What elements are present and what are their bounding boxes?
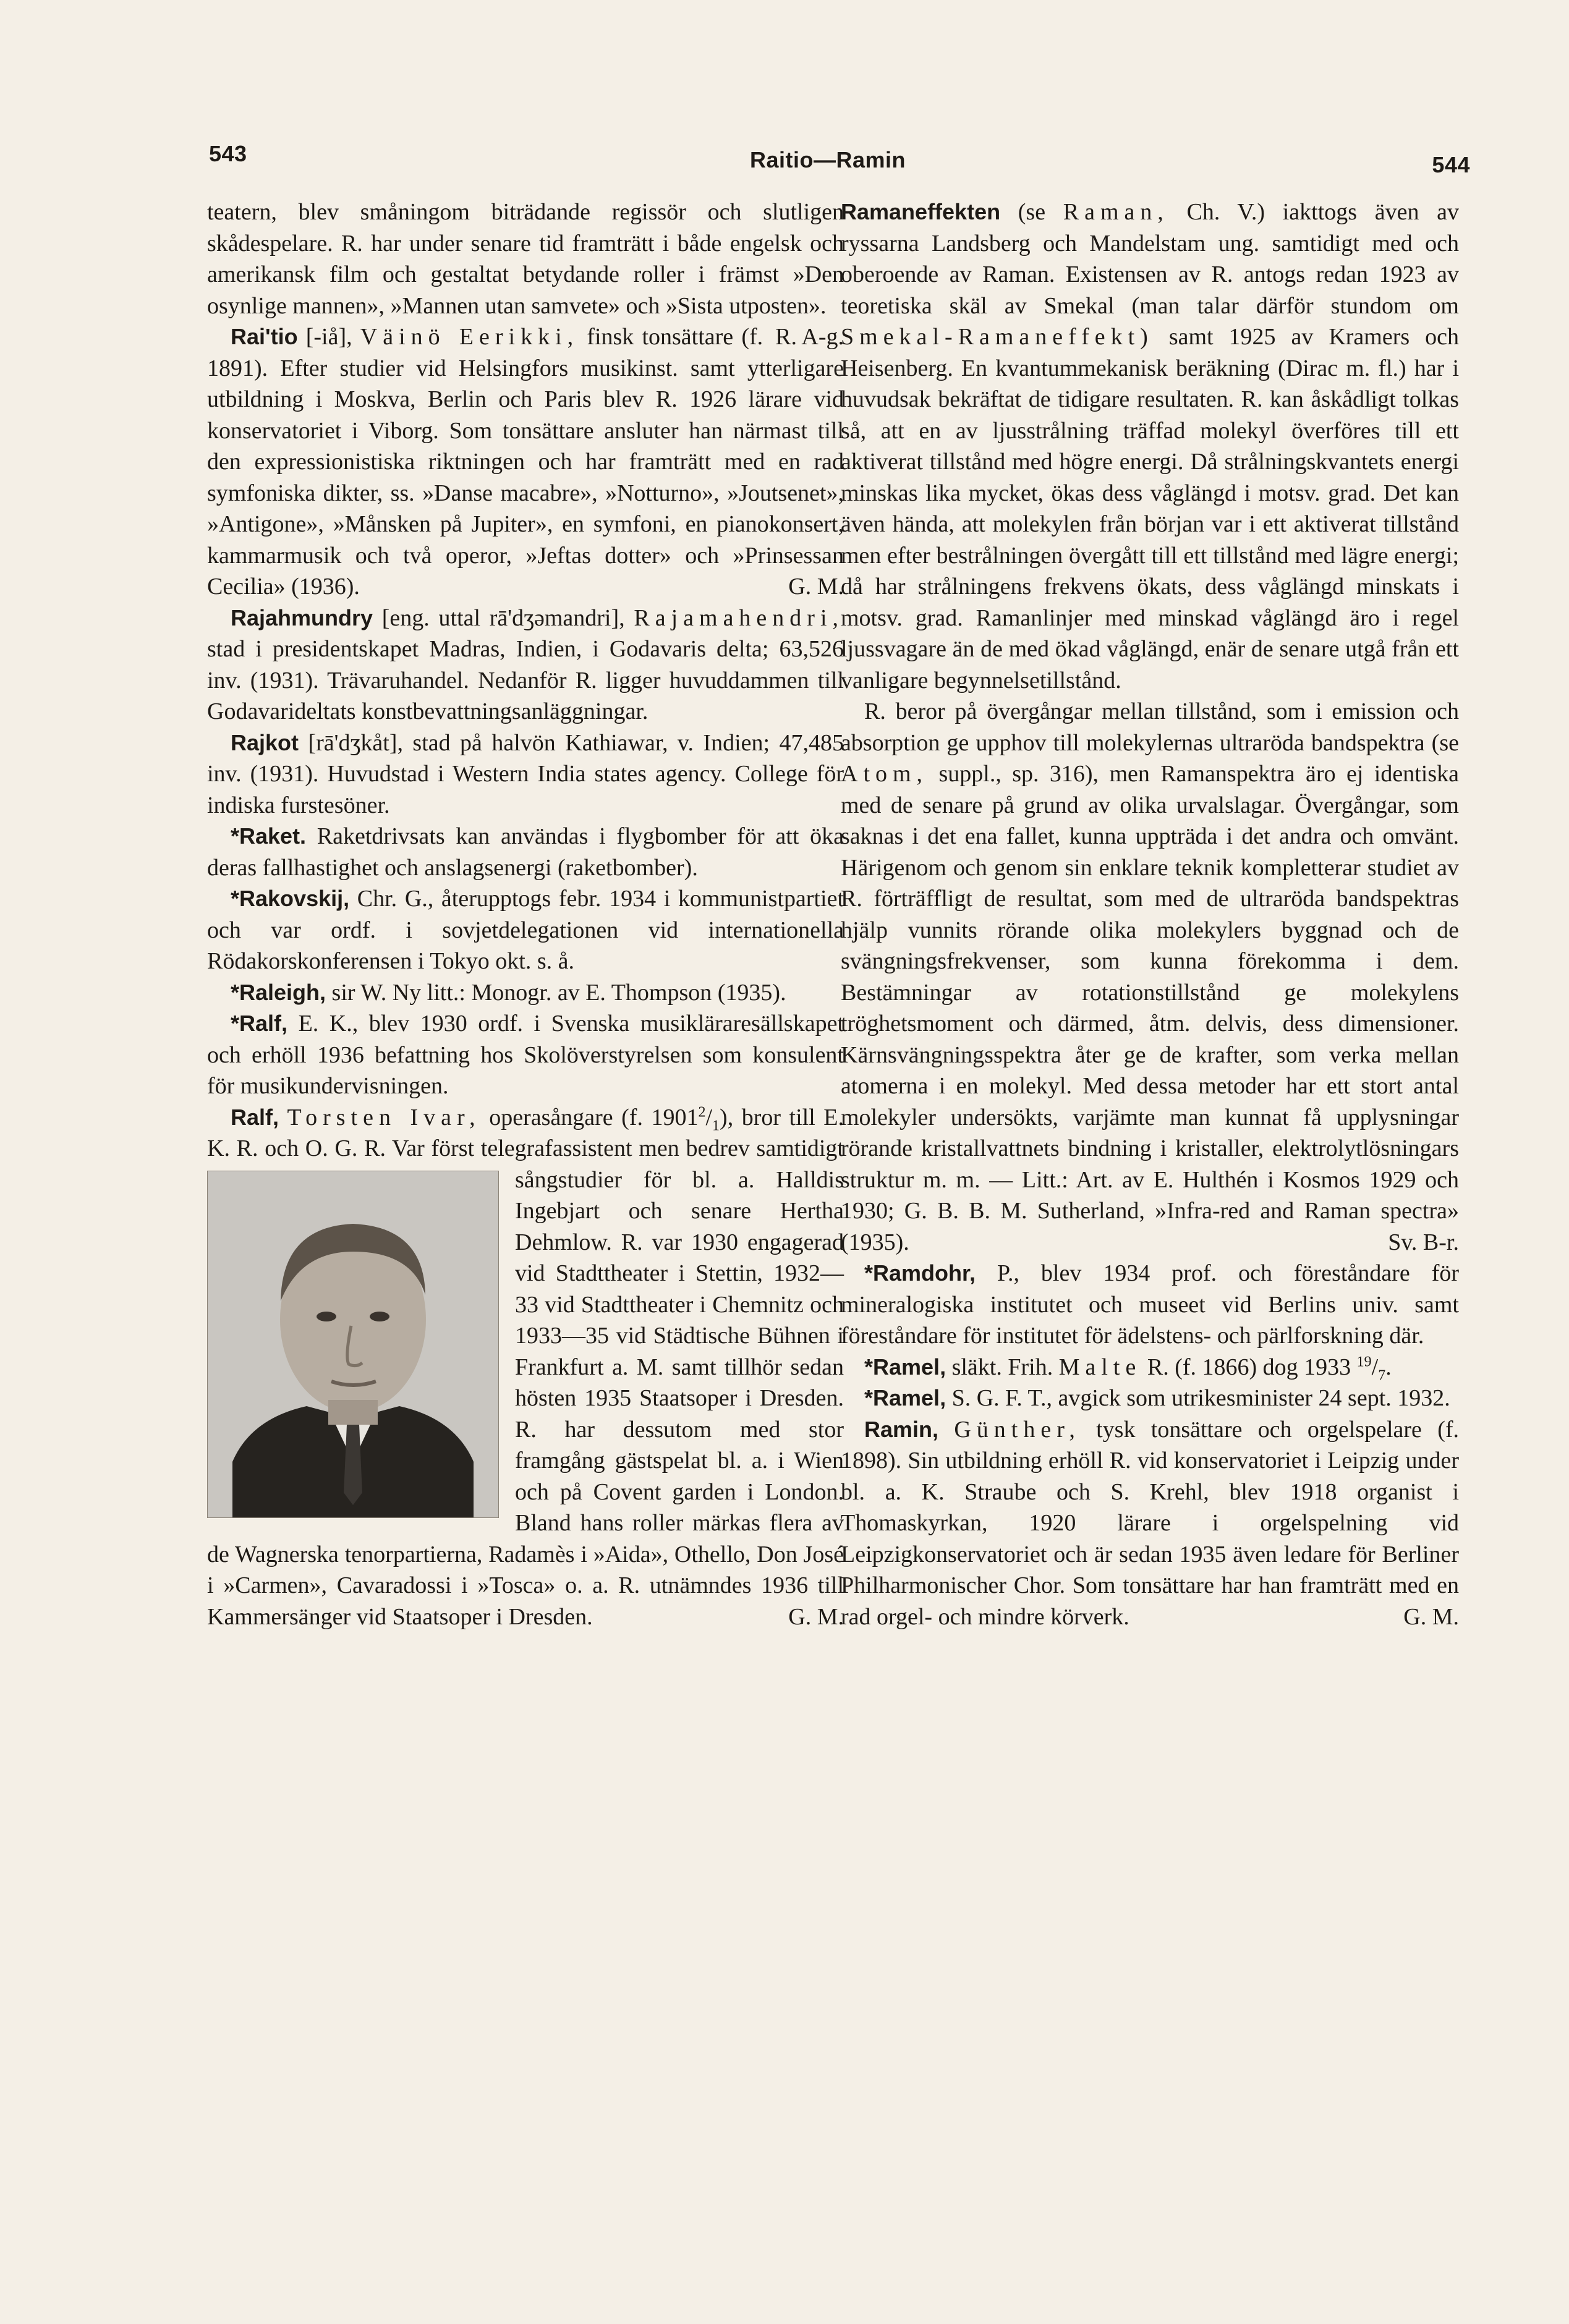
headword: *Ralf, bbox=[231, 1011, 288, 1036]
signature: G. M. bbox=[1403, 1603, 1459, 1630]
page-header bbox=[185, 141, 1470, 184]
headword: *Ramel, bbox=[864, 1385, 946, 1410]
entry-raitio: Rai'tio [-iå], Väinö Eerikki, finsk tonsättare (f. 1891). Efter studier vid Helsingfors musikinst. samt ytterligare utbildning i Moskva, Berlin och Paris blev R. 1926 lärare vid konservatoriet i Viborg. Som tonsättare ansluter han närmast till den expressionistiska riktningen och har framträtt med en rad symfoniska dikter, ss. »Danse macabre», »Notturno», »Joutsenet», »Antigone», »Månsken på Jupiter», en symfoni, en pianokonsert, kammarmusik och två operor, »Jeftas dotter» och »Prinsessan Cecilia» (1936). G. M. bbox=[207, 321, 844, 603]
entry-rajkot: Rajkot [rā'dʒkåt], stad på halvön Kathiawar, v. Indien; 47,485 inv. (1931). Huvudstad i Western India states agency. College för indiska furstesöner. bbox=[207, 729, 844, 818]
entry-continuation: teatern, blev småningom biträdande regissör och slutligen skådespelare. R. har under senare tid framträtt i både engelsk och amerikansk film och gestaltat betydande roller i främst »Den osynlige mannen», »Mannen utan samvete» och »Sista utposten». R. A-g. bbox=[207, 197, 844, 321]
headword: Ramaneffekten bbox=[841, 199, 1001, 224]
headword: Rajkot bbox=[231, 729, 299, 755]
headword: Ramin, bbox=[864, 1416, 939, 1442]
entry-ralf-ek: *Ralf, E. K., blev 1930 ordf. i Svenska musikläraresällskapet och erhöll 1936 befattning hos Skolöverstyrelsen som konsulent för musikundervisningen. bbox=[207, 1011, 844, 1099]
entry-ramel-sgft: *Ramel, S. G. F. T., avgick som utrikesminister 24 sept. 1932. bbox=[864, 1385, 1450, 1411]
headword: *Raket. bbox=[231, 823, 307, 849]
signature: Sv. B-r. bbox=[1388, 1229, 1459, 1255]
entry-rajahmundry: Rajahmundry [eng. uttal rā'dʒəmandri], Rajamahendri, stad i presidentskapet Madras, Indien, i Godavaris delta; 63,526 inv. (1931). Trävaruhandel. Nedanför R. ligger huvuddammen till Godavarideltats konstbevattningsanläggningar. bbox=[207, 604, 844, 724]
signature: R. A-g. bbox=[775, 324, 844, 350]
portrait-photo bbox=[207, 1171, 499, 1518]
headword: *Rakovskij, bbox=[231, 886, 350, 911]
entry-ramel-slakt: *Ramel, släkt. Frih. Malte R. (f. 1866) dog 1933 $^{19}/_7$. bbox=[864, 1353, 1392, 1384]
entry-raleigh: *Raleigh, sir W. Ny litt.: Monogr. av E. Thompson (1935). bbox=[231, 979, 786, 1006]
running-head: Raitio—Ramin bbox=[749, 147, 906, 172]
page-number-left: 543 bbox=[209, 141, 247, 166]
headword: *Ramel, bbox=[864, 1354, 946, 1380]
entry-ralf-torsten: Ralf, Torsten Ivar, operasångare (f. $1901^2/_1$), bror till E. K. R. och O. G. R. Var först telegrafassistent men bedrev samtidigt sångstudier för bl. a. Halldis Ingebjart och senare Hertha Dehmlow. R. var 1930 engagerad vid Stadttheater i Stettin, 1932—33 vid Stadttheater i Chemnitz och 1933—35 vid Städtische Bühnen i Frankfurt a. M. samt tillhör sedan hösten 1935 Staatsoper i Dresden. R. har dessutom med stor framgång gästspelat bl. a. i Wien och på Covent garden i London. Bland hans roller märkas flera av de Wagnerska tenorpartierna, Radamès i »Aida», Othello, Don José i »Carmen», Cavaradossi i »Tosca» o. a. R. utnämndes 1936 till Kammersänger vid Staatsoper i Dresden. G. M. bbox=[207, 1102, 844, 1633]
page-number-right: 544 bbox=[1432, 152, 1470, 177]
entry-text-continued: Halldis Ingebjart och senare Hertha Dehmlow. R. var 1930 engagerad vid Stadttheater i Stettin, 1932—33 vid Stadttheater i Chemnitz och 1933—35 vid Städtische Bühnen i Frankfurt a. M. samt tillhör sedan hösten 1935 Staatsoper i Dresden. R. har dessutom med stor framgång gästspelat bl. a. i Wien och på Covent garden i London. Bland hans roller märkas flera av de Wagnerska tenorpartierna, Radamès i »Aida», Othello, Don José i »Carmen», Cavaradossi i »Tosca» o. a. R. utnämndes 1936 till Kammersänger vid Staatsoper i Dresden. bbox=[207, 1166, 844, 1630]
headword: Ralf, bbox=[231, 1104, 279, 1130]
headword: Rajahmundry bbox=[231, 604, 373, 630]
entry-rakovskij: *Rakovskij, Chr. G., återupptogs febr. 1934 i kommunistpartiet och var ordf. i sovjetdelegationen vid internationella Rödakorskonferensen i Tokyo okt. s. å. bbox=[207, 886, 844, 974]
entry-ramin: Ramin, Günther, tysk tonsättare och orgelspelare (f. 1898). Sin utbildning erhöll R. vid konservatoriet i Leipzig under bl. a. K. Straube och S. Krehl, blev 1918 organist i Thomaskyrkan, 1920 lärare i orgelspelning vid Leipzigkonservatoriet och är sedan 1935 även ledare för Berliner Philharmonischer Chor. Som tonsättare har han framträtt med en rad orgel- och mindre körverk. G. M. bbox=[841, 1414, 1459, 1633]
signature: G. M. bbox=[788, 1603, 844, 1630]
entry-ramaneffekten: Ramaneffekten (se Raman, Ch. V.) iakttogs även av ryssarna Landsberg och Mandelstam ung. samtidigt med och oberoende av Raman. Existensen av R. antogs redan 1923 av teoretiska skäl av Smekal (man talar därför stundom om Smekal-Ramaneffekt) samt 1925 av Kramers och Heisenberg. En kvantummekanisk beräkning (Dirac m. fl.) har i huvudsak bekräftat de tidigare resultaten. R. kan åskådligt tolkas så, att en av ljusstrålning träffad molekyl överföres till ett aktiverat tillstånd med högre energi. Då strålningskvantets energi minskas lika mycket, ökas dess våglängd i motsv. grad. Det kan även hända, att molekylen från början var i ett aktiverat tillstånd men efter bestrålningen övergått till ett tillstånd med lägre energi; då har strålningens frekvens ökats, dess våglängd minskats i motsv. grad. Ramanlinjer med minskad våglängd äro i regel ljussvagare än de med ökad våglängd, enär de senare utgå från ett vanligare begynnelsetillstånd. bbox=[841, 199, 1460, 693]
entry-ramaneffekten-cont: R. beror på övergångar mellan tillstånd, som i emission och absorption ge upphov till molekylernas ultraröda bandspektra (se Atom, suppl., sp. 316), men Ramanspektra äro ej identiska med de senare på grund av olika urvalslagar. Övergångar, som saknas i det ena fallet, kunna uppträda i det andra och omvänt. Härigenom och genom sin enklare teknik kompletterar studiet av R. förträffligt de resultat, som med de ultraröda bandspektras hjälp vunnits rörande olika molekylers byggnad och de svängningsfrekvenser, som kunna förekomma i dem. Bestämningar av rotationstillstånd ge molekylens tröghetsmoment och därmed, åtm. delvis, dess dimensioner. Kärnsvängningsspektra åter ge de krafter, som verka mellan atomerna i en molekyl. Med dessa metoder har ett stort antal molekyler undersökts, varjämte man kunnat få upplysningar rörande kristallvattnets bindning i kristaller, elektrolytlösningars struktur m. m. — Litt.: Art. av E. Hulthén i Kosmos 1929 och 1930; G. B. B. M. Sutherland, »Infra-red and Raman spectra» (1935). Sv. B-r. bbox=[841, 696, 1459, 1258]
headword: *Raleigh, bbox=[231, 979, 326, 1005]
headword: *Ramdohr, bbox=[864, 1260, 976, 1286]
headword: Rai'tio bbox=[231, 324, 298, 349]
right-column bbox=[841, 197, 1459, 1632]
entry-raket: *Raket. Raketdrivsats kan användas i flygbomber för att öka deras fallhastighet och anslagsenergi (raketbomber). bbox=[207, 823, 844, 881]
left-column bbox=[207, 197, 844, 1632]
entry-ramdohr: *Ramdohr, P., blev 1934 prof. och föreståndare för mineralogiska institutet och museet vid Berlins univ. samt föreståndare för institutet för ädelstens- och pärlforskning där. bbox=[841, 1260, 1459, 1349]
signature: G. M. bbox=[788, 574, 844, 600]
